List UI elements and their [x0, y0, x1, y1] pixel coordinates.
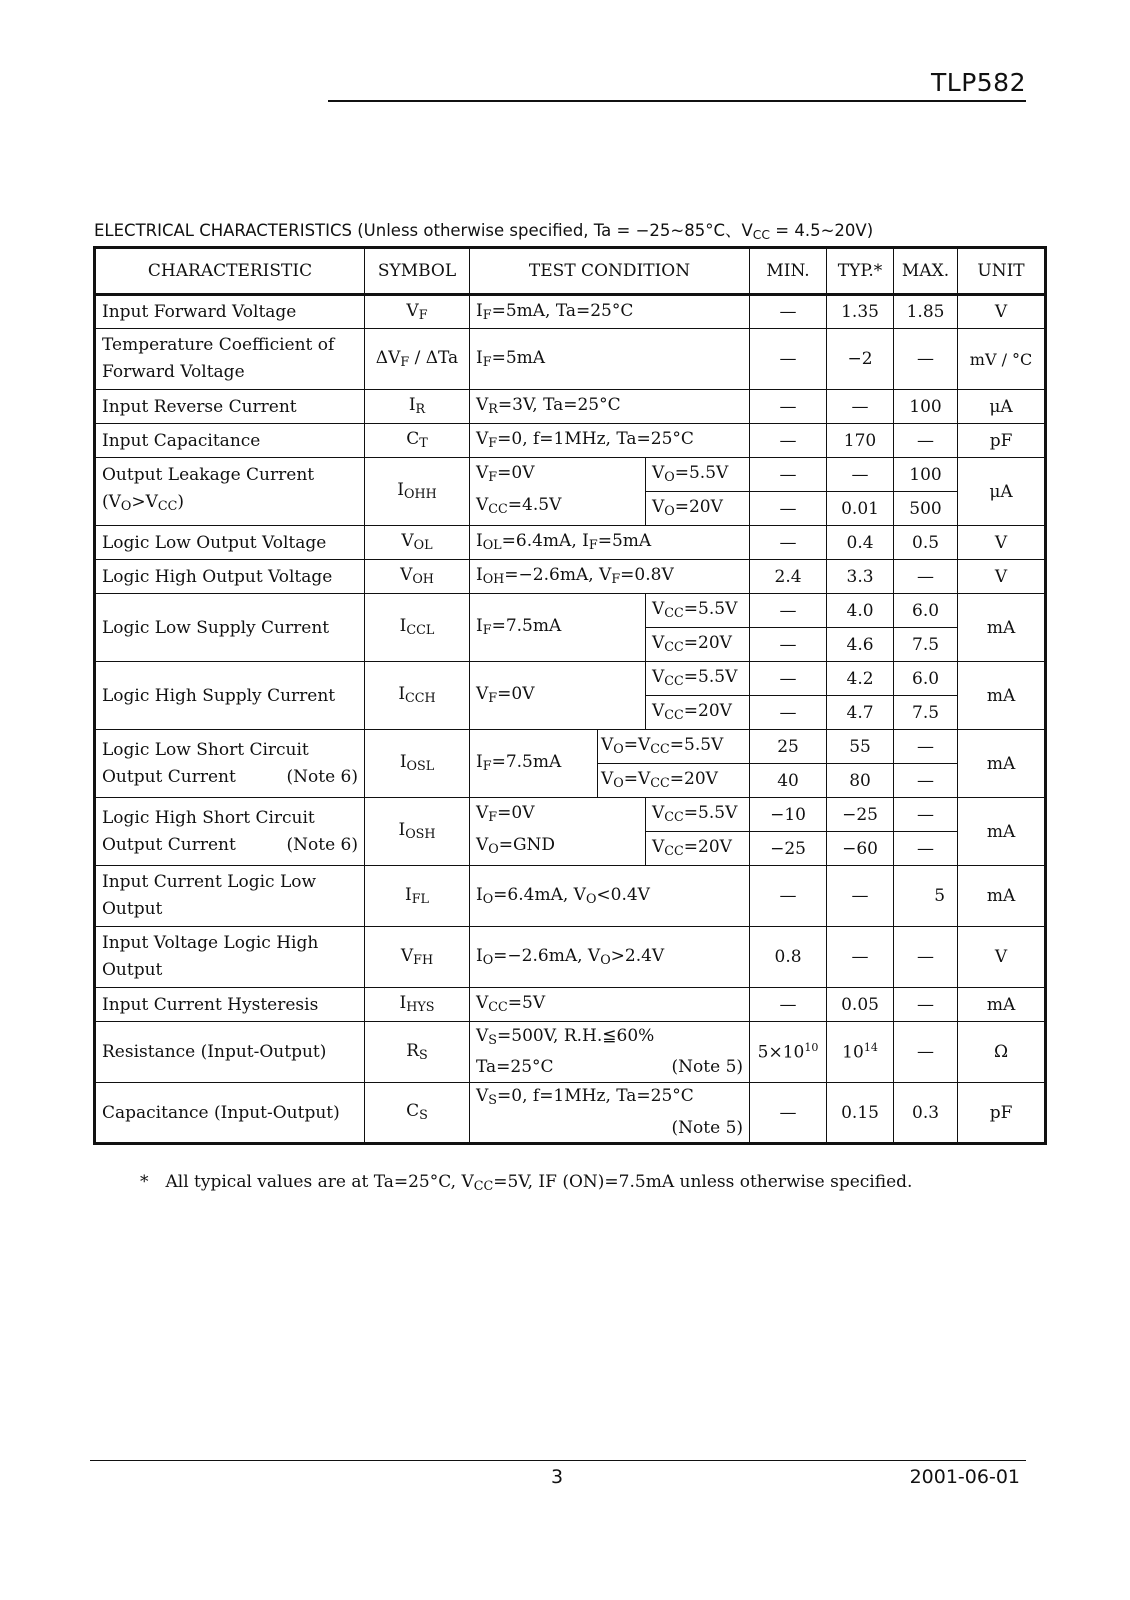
max-cell: —	[894, 1022, 958, 1083]
characteristic-cell: Logic Low Short Circuit Output Current (Note 6)	[95, 730, 365, 798]
min-cell: —	[750, 866, 827, 927]
typ-cell: 0.15	[827, 1083, 894, 1144]
characteristic-cell: Input Forward Voltage	[95, 295, 365, 329]
condition-sub-cell: $V_O=20V$	[646, 492, 750, 526]
condition-cell: $V_S=500V$, R.H.≦60% Ta=25°C (Note 5)	[470, 1022, 750, 1083]
min-cell: —	[750, 696, 827, 730]
condition-cell: $V_R=3V$, Ta=25°C	[470, 390, 750, 424]
unit-cell: μA	[958, 458, 1046, 526]
typ-cell: 80	[827, 764, 894, 798]
unit-cell: mA	[958, 866, 1046, 927]
min-cell: —	[750, 1083, 827, 1144]
typ-cell: —	[827, 390, 894, 424]
unit-cell: mA	[958, 798, 1046, 866]
table-row	[95, 560, 1046, 594]
col-min: MIN.	[750, 248, 827, 295]
condition-cell: $I_O=-2.6mA$, $V_O>2.4V$	[470, 927, 750, 988]
max-cell: 1.85	[894, 295, 958, 329]
condition-cell: $V_{CC}=5V$	[470, 988, 750, 1022]
condition-sub-cell: $V_{CC}=5.5V$	[646, 662, 750, 696]
min-cell: 25	[750, 730, 827, 764]
unit-cell: Ω	[958, 1022, 1046, 1083]
table-row	[95, 1022, 1046, 1083]
typ-cell: −2	[827, 329, 894, 390]
characteristic-cell: Resistance (Input-Output)	[95, 1022, 365, 1083]
typ-cell: 0.4	[827, 526, 894, 560]
max-cell: —	[894, 798, 958, 832]
symbol-cell: $I_{CCH}$	[365, 662, 470, 730]
characteristic-cell: Logic High Output Voltage	[95, 560, 365, 594]
typ-cell: 4.2	[827, 662, 894, 696]
max-cell: 7.5	[894, 628, 958, 662]
unit-cell: mA	[958, 662, 1046, 730]
typ-cell: 4.0	[827, 594, 894, 628]
unit-cell: mA	[958, 730, 1046, 798]
typ-cell: 3.3	[827, 560, 894, 594]
table-row	[95, 458, 1046, 492]
max-cell: 100	[894, 390, 958, 424]
condition-cell: $V_F=0V$ $V_O=GND$	[470, 798, 646, 866]
electrical-characteristics-table	[93, 246, 1047, 1145]
header-rule	[328, 100, 1026, 102]
condition-sub-cell: $V_{CC}=5.5V$	[646, 798, 750, 832]
condition-cell: $V_F=0V$	[470, 662, 646, 730]
typ-cell: 0.05	[827, 988, 894, 1022]
condition-sub-cell: $V_O=V_{CC}=5.5V$	[598, 730, 750, 764]
condition-cell: $I_F=7.5mA$	[470, 730, 598, 798]
symbol-cell: $I_{FL}$	[365, 866, 470, 927]
characteristic-cell: Input Reverse Current	[95, 390, 365, 424]
max-cell: 6.0	[894, 594, 958, 628]
table-row	[95, 927, 1046, 988]
max-cell: 5	[894, 866, 958, 927]
table-row	[95, 526, 1046, 560]
table-row	[95, 594, 1046, 628]
max-cell: —	[894, 424, 958, 458]
unit-cell: V	[958, 295, 1046, 329]
col-characteristic: CHARACTERISTIC	[95, 248, 365, 295]
col-unit: UNIT	[958, 248, 1046, 295]
max-cell: —	[894, 988, 958, 1022]
condition-cell: $I_F=7.5mA$	[470, 594, 646, 662]
min-cell: —	[750, 492, 827, 526]
condition-cell: $I_{OL}=6.4mA$, $I_F=5mA$	[470, 526, 750, 560]
max-cell: 6.0	[894, 662, 958, 696]
min-cell: —	[750, 458, 827, 492]
max-cell: —	[894, 832, 958, 866]
condition-sub-cell: $V_O=5.5V$	[646, 458, 750, 492]
symbol-cell: $R_S$	[365, 1022, 470, 1083]
condition-sub-cell: $V_{CC}=20V$	[646, 696, 750, 730]
min-cell: −10	[750, 798, 827, 832]
typ-cell: 55	[827, 730, 894, 764]
condition-sub-cell: $V_{CC}=20V$	[646, 832, 750, 866]
min-cell: −25	[750, 832, 827, 866]
min-cell: —	[750, 424, 827, 458]
unit-cell: mA	[958, 988, 1046, 1022]
typ-cell: —	[827, 927, 894, 988]
symbol-cell: $V_F$	[365, 295, 470, 329]
min-cell: 0.8	[750, 927, 827, 988]
typical-values-footnote: * All typical values are at Ta=25°C, $V_{CC}=5V$, IF (ON)=7.5mA unless otherwise specified.	[140, 1172, 913, 1195]
symbol-cell: $V_{OH}$	[365, 560, 470, 594]
condition-sub-cell: $V_{CC}=5.5V$	[646, 594, 750, 628]
min-cell: —	[750, 295, 827, 329]
condition-sub-cell: $V_{CC}=20V$	[646, 628, 750, 662]
characteristic-cell: Logic Low Output Voltage	[95, 526, 365, 560]
footer-rule	[90, 1460, 1026, 1461]
unit-cell: mV / °C	[958, 329, 1046, 390]
typ-cell: 4.6	[827, 628, 894, 662]
page-number: 3	[551, 1466, 564, 1488]
typ-cell: —	[827, 458, 894, 492]
symbol-cell: $V_{OL}$	[365, 526, 470, 560]
table-row	[95, 1083, 1046, 1144]
condition-cell: $V_S=0$, f=1MHz, Ta=25°C (Note 5)	[470, 1083, 750, 1144]
symbol-cell: $I_{OSH}$	[365, 798, 470, 866]
table-row	[95, 390, 1046, 424]
max-cell: 500	[894, 492, 958, 526]
max-cell: —	[894, 927, 958, 988]
min-cell: —	[750, 594, 827, 628]
max-cell: —	[894, 730, 958, 764]
condition-cell: $V_F=0V$ $V_{CC}=4.5V$	[470, 458, 646, 526]
table-row	[95, 424, 1046, 458]
typ-cell: 170	[827, 424, 894, 458]
symbol-cell: $I_{OHH}$	[365, 458, 470, 526]
symbol-cell: $I_{CCL}$	[365, 594, 470, 662]
max-cell: —	[894, 764, 958, 798]
table-row	[95, 662, 1046, 696]
section-title: ELECTRICAL CHARACTERISTICS (Unless otherwise specified, Ta = −25~85°C、$V_{CC}$ = 4.5~20V)	[94, 221, 874, 243]
condition-sub-cell: $V_O=V_{CC}=20V$	[598, 764, 750, 798]
col-typ: TYP.*	[827, 248, 894, 295]
characteristic-cell: Logic High Supply Current	[95, 662, 365, 730]
symbol-cell: $C_S$	[365, 1083, 470, 1144]
condition-cell: $I_O=6.4mA$, $V_O<0.4V$	[470, 866, 750, 927]
table-row	[95, 988, 1046, 1022]
condition-cell: $I_{OH}=-2.6mA$, $V_F=0.8V$	[470, 560, 750, 594]
min-cell: —	[750, 390, 827, 424]
col-test-condition: TEST CONDITION	[470, 248, 750, 295]
condition-cell: $I_F=5mA$, Ta=25°C	[470, 295, 750, 329]
typ-cell: $10^{14}$	[827, 1022, 894, 1083]
unit-cell: μA	[958, 390, 1046, 424]
max-cell: —	[894, 560, 958, 594]
characteristic-cell: Input Voltage Logic High Output	[95, 927, 365, 988]
table-row	[95, 866, 1046, 927]
condition-cell: $V_F=0$, f=1MHz, Ta=25°C	[470, 424, 750, 458]
col-symbol: SYMBOL	[365, 248, 470, 295]
unit-cell: pF	[958, 424, 1046, 458]
document-date: 2001-06-01	[909, 1466, 1020, 1488]
characteristic-cell: Logic High Short Circuit Output Current (Note 6)	[95, 798, 365, 866]
max-cell: —	[894, 329, 958, 390]
unit-cell: V	[958, 560, 1046, 594]
min-cell: —	[750, 628, 827, 662]
condition-cell: $I_F=5mA$	[470, 329, 750, 390]
table-row	[95, 295, 1046, 329]
typ-cell: 0.01	[827, 492, 894, 526]
symbol-cell: $V_{FH}$	[365, 927, 470, 988]
typ-cell: −60	[827, 832, 894, 866]
typ-cell: −25	[827, 798, 894, 832]
max-cell: 7.5	[894, 696, 958, 730]
characteristic-cell: Output Leakage Current $(V_O>V_{CC})$	[95, 458, 365, 526]
unit-cell: mA	[958, 594, 1046, 662]
min-cell: $5\times 10^{10}$	[750, 1022, 827, 1083]
typ-cell: —	[827, 866, 894, 927]
characteristic-cell: Capacitance (Input-Output)	[95, 1083, 365, 1144]
max-cell: 0.3	[894, 1083, 958, 1144]
part-number: TLP582	[931, 68, 1026, 97]
table-row	[95, 798, 1046, 832]
min-cell: 40	[750, 764, 827, 798]
max-cell: 0.5	[894, 526, 958, 560]
min-cell: —	[750, 329, 827, 390]
characteristic-cell: Logic Low Supply Current	[95, 594, 365, 662]
max-cell: 100	[894, 458, 958, 492]
unit-cell: V	[958, 927, 1046, 988]
min-cell: —	[750, 988, 827, 1022]
min-cell: —	[750, 526, 827, 560]
symbol-cell: $I_{HYS}$	[365, 988, 470, 1022]
typ-cell: 4.7	[827, 696, 894, 730]
min-cell: 2.4	[750, 560, 827, 594]
typ-cell: 1.35	[827, 295, 894, 329]
symbol-cell: $I_{OSL}$	[365, 730, 470, 798]
characteristic-cell: Input Current Logic Low Output	[95, 866, 365, 927]
min-cell: —	[750, 662, 827, 696]
unit-cell: V	[958, 526, 1046, 560]
characteristic-cell: Input Capacitance	[95, 424, 365, 458]
unit-cell: pF	[958, 1083, 1046, 1144]
col-max: MAX.	[894, 248, 958, 295]
table-row	[95, 730, 1046, 764]
characteristic-cell: Input Current Hysteresis	[95, 988, 365, 1022]
symbol-cell: $I_R$	[365, 390, 470, 424]
table-row	[95, 329, 1046, 390]
table-header-row	[95, 248, 1046, 295]
symbol-cell: $C_T$	[365, 424, 470, 458]
symbol-cell: $\Delta V_F$ / ΔTa	[365, 329, 470, 390]
characteristic-cell: Temperature Coefficient of Forward Voltage	[95, 329, 365, 390]
